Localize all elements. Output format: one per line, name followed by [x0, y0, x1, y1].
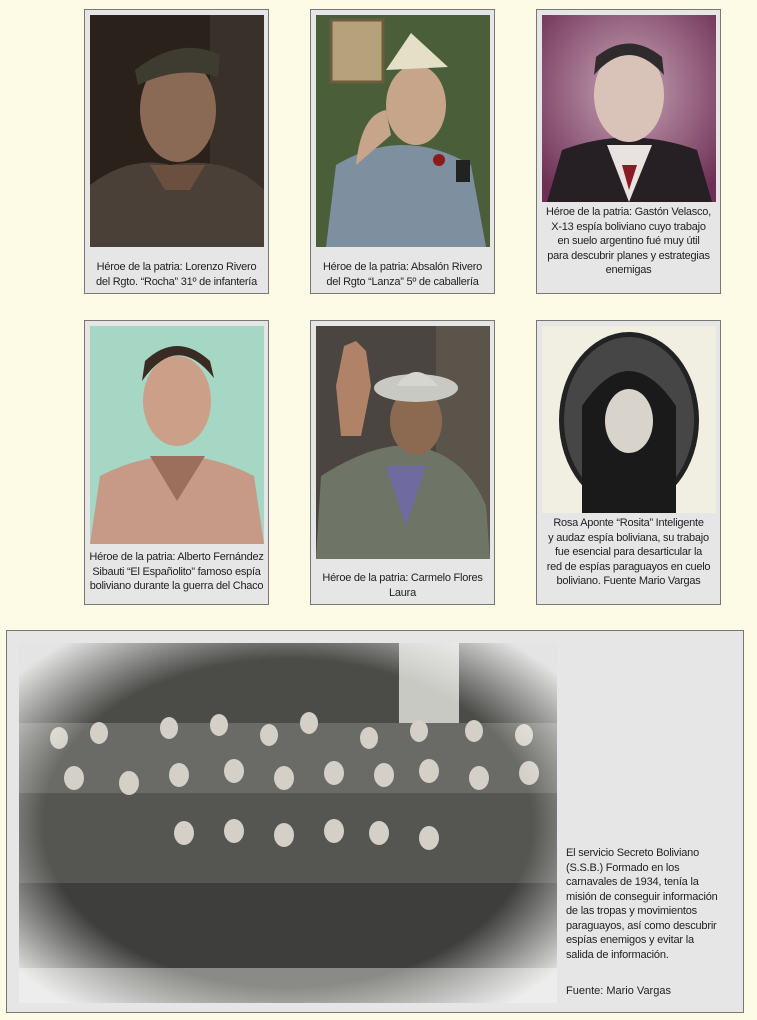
group-photo-ssb — [19, 643, 557, 1003]
secret-service-card — [6, 630, 744, 1013]
hero-card-gaston-velasco — [536, 9, 721, 294]
group-source: Fuente: Mario Vargas — [566, 985, 671, 997]
caption-lorenzo-rivero: Héroe de la patria: Lorenzo Rivero del Rgto. “Rocha” 31º de infantería — [96, 261, 257, 288]
portrait-lorenzo-rivero — [90, 15, 264, 247]
portrait-rosa-aponte — [542, 326, 716, 513]
portrait-absalon-rivero — [316, 15, 490, 247]
group-caption: El servicio Secreto Boliviano (S.S.B.) Formado en los carnavales de 1934, tenía la misión de conseguir información de las tropas y movimientos paraguayos, así como descubrir espías enemigos y evitar la salida de información. — [566, 847, 718, 961]
caption-rosa-aponte: Rosa Aponte “Rosita” Inteligente y audaz espía boliviana, su trabajo fue esencial para desarticular la red de espías paraguayos en cuelo boliviano. Fuente Mario Vargas — [546, 517, 711, 587]
portrait-gaston-velasco — [542, 15, 716, 202]
hero-card-alberto-fernandez — [84, 320, 269, 605]
hero-card-lorenzo-rivero — [84, 9, 269, 294]
caption-carmelo-flores: Héroe de la patria: Carmelo Flores Laura — [322, 572, 483, 599]
hero-card-rosa-aponte — [536, 320, 721, 605]
hero-card-absalon-rivero — [310, 9, 495, 294]
caption-gaston-velasco: Héroe de la patria: Gastón Velasco, X-13 espía boliviano cuyo trabajo en suelo argentino fué muy útil para descubrir planes y estrategias enemigas — [546, 206, 711, 276]
caption-alberto-fernandez: Héroe de la patria: Alberto Fernández Sibauti “El Españolito” famoso espía boliviano durante la guerra del Chaco — [89, 551, 264, 592]
hero-card-carmelo-flores — [310, 320, 495, 605]
portrait-carmelo-flores — [316, 326, 490, 559]
portrait-alberto-fernandez — [90, 326, 264, 544]
caption-absalon-rivero: Héroe de la patria: Absalón Rivero del Rgto “Lanza” 5º de caballería — [322, 261, 483, 288]
